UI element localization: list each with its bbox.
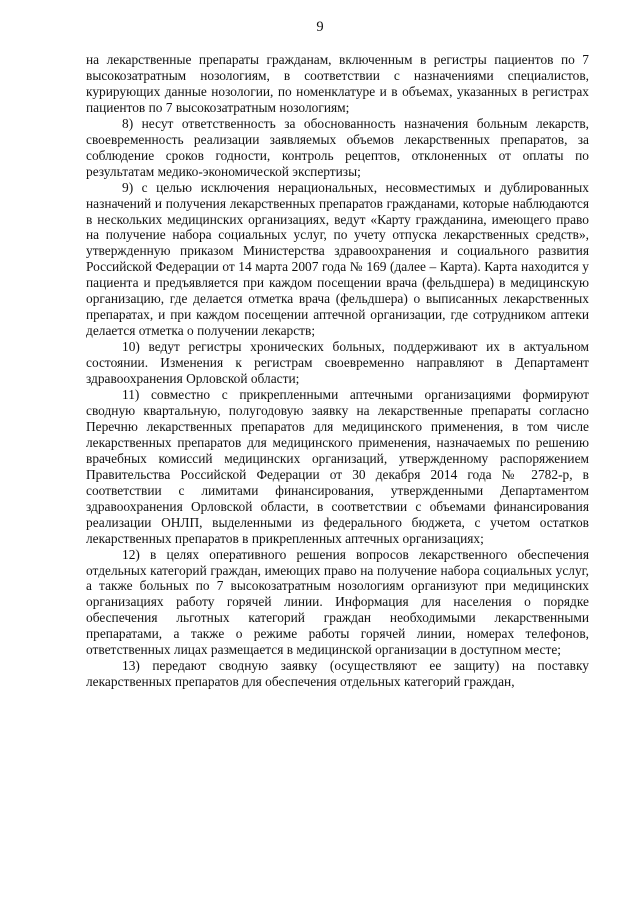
document-body bbox=[86, 52, 589, 690]
paragraph-continuation: на лекарственные препараты гражданам, включенным в регистры пациентов по 7 высокозатратным нозологиям, в соответствии с назначениями специалистов, курирующих данные нозологии, по номенклатуре и в объемах, указанных в регистрах пациентов по 7 высокозатратным нозологиям; bbox=[86, 52, 589, 115]
paragraph-item-8: 8) несут ответственность за обоснованность назначения больным лекарств, своевременность реализации заявляемых объемов лекарственных препаратов, за соблюдение сроков годности, контроль рецептов, отклоненных от оплаты по результатам медико-экономической экспертизы; bbox=[86, 115, 589, 179]
page-number: 9 bbox=[316, 19, 324, 35]
paragraph-item-11: 11) совместно с прикрепленными аптечными организациями формируют сводную квартальную, полугодовую заявку на лекарственные препараты согласно Перечню лекарственных препаратов для медицинского применения, в том числе лекарственных препаратов для медицинского применения, назначаемых по решению врачебных комиссий медицинских организаций, утвержденному распоряжением Правительства Российской Федерации от 30 декабря 2014 года № 2782-р, в соответствии с лимитами финансирования, утвержденными Департаментом здравоохранения Орловской области, в соответствии с объемами финансирования реализации ОНЛП, выделенными из федерального бюджета, с учетом остатков лекарственных препаратов в прикрепленных аптечных организациях; bbox=[86, 387, 589, 546]
paragraph-item-10: 10) ведут регистры хронических больных, поддерживают их в актуальном состоянии. Изменения к регистрам своевременно направляют в Департамент здравоохранения Орловской области; bbox=[86, 339, 589, 387]
paragraph-item-13: 13) передают сводную заявку (осуществляют ее защиту) на поставку лекарственных препаратов для обеспечения отдельных категорий граждан, bbox=[86, 658, 589, 690]
paragraph-item-9: 9) с целью исключения нерациональных, несовместимых и дублированных назначений и получения лекарственных препаратов гражданами, которые наблюдаются в нескольких медицинских организациях, ведут «Карту гражданина, имеющего право на получение набора социальных услуг, по учету отпуска лекарственных средств», утвержденную приказом Министерства здравоохранения и социального развития Российской Федерации от 14 марта 2007 года № 169 (далее – Карта). Карта находится у пациента и предъявляется при каждом посещении врача (фельдшера) в медицинскую организацию, где делается отметка врача (фельдшера) о выписанных лекарственных препаратах, и при каждом посещении аптечной организации, где сотрудником аптеки делается отметка о получении лекарств; bbox=[86, 179, 589, 339]
paragraph-item-12: 12) в целях оперативного решения вопросов лекарственного обеспечения отдельных категорий граждан, имеющих право на получение набора социальных услуг, а также больных по 7 высокозатратным нозологиям организуют при медицинских организациях работу горячей линии. Информация для населения о порядке обеспечения льготных категорий граждан необходимыми лекарственными препаратами, а также о режиме работы горячей линии, номерах телефонов, ответственных лицах размещается в медицинской организации в доступном месте; bbox=[86, 546, 589, 658]
